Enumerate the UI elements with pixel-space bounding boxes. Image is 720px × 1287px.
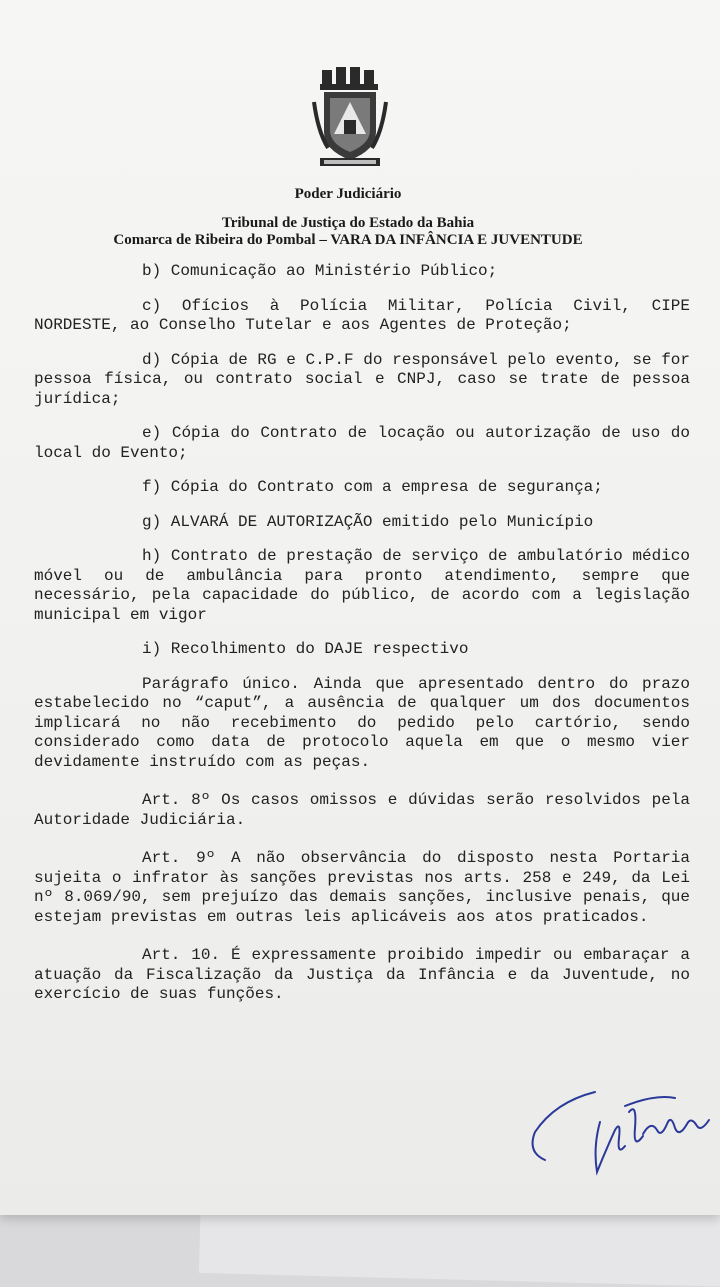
item-b: b) Comunicação ao Ministério Público; <box>142 262 498 280</box>
item-f: f) Cópia do Contrato com a empresa de segurança; <box>142 478 603 496</box>
item-g: g) ALVARÁ DE AUTORIZAÇÃO emitido pelo Município <box>142 512 594 531</box>
document-body <box>34 262 690 1005</box>
bahia-coat-of-arms-icon <box>310 62 390 172</box>
header-comarca: Comarca de Ribeira do Pombal – VARA DA INFÂNCIA E JUVENTUDE <box>113 232 583 248</box>
art-8: Art. 8º Os casos omissos e dúvidas serão resolvidos pela Autoridade Judiciária. <box>34 791 690 829</box>
paragrafo-unico: Parágrafo único. Ainda que apresentado dentro do prazo estabelecido no “caput”, a ausência de qualquer um dos documentos implicará no não recebimento do pedido pelo cartório, sendo considerado como data de protocolo aquela em que o mesmo vier devidamente instruído com as peças. <box>34 674 690 771</box>
header-tribunal: Tribunal de Justiça do Estado da Bahia <box>221 215 475 231</box>
art-9: Art. 9º A não observância do disposto nesta Portaria sujeita o infrator às sanções previstas nos arts. 258 e 249, da Lei nº 8.069/90, sem prejuízo das demais sanções, inclusive penais, que estejam previstas em outras leis aplicáveis aos atos praticados. <box>34 849 690 926</box>
item-d: d) Cópia de RG e C.P.F do responsável pelo evento, se for pessoa física, ou contrato social e CNPJ, caso se trate de pessoa jurídica; <box>34 350 690 408</box>
header-poder-judiciario: Poder Judiciário <box>294 186 402 202</box>
item-c: c) Ofícios à Polícia Militar, Polícia Civil, CIPE NORDESTE, ao Conselho Tutelar e aos Agentes de Proteção; <box>34 296 690 334</box>
item-h: h) Contrato de prestação de serviço de ambulatório médico móvel ou de ambulância para pronto atendimento, sempre que necessário, pela capacidade do público, de acordo com a legislação municipal em vigor <box>34 547 690 624</box>
art-10: Art. 10. É expressamente proibido impedir ou embaraçar a atuação da Fiscalização da Justiça da Infância e da Juventude, no exercício de suas funções. <box>34 946 690 1003</box>
item-e: e) Cópia do Contrato de locação ou autorização de uso do local do Evento; <box>34 424 690 462</box>
item-i: i) Recolhimento do DAJE respectivo <box>142 640 469 658</box>
handwritten-signature-icon <box>525 1072 720 1182</box>
